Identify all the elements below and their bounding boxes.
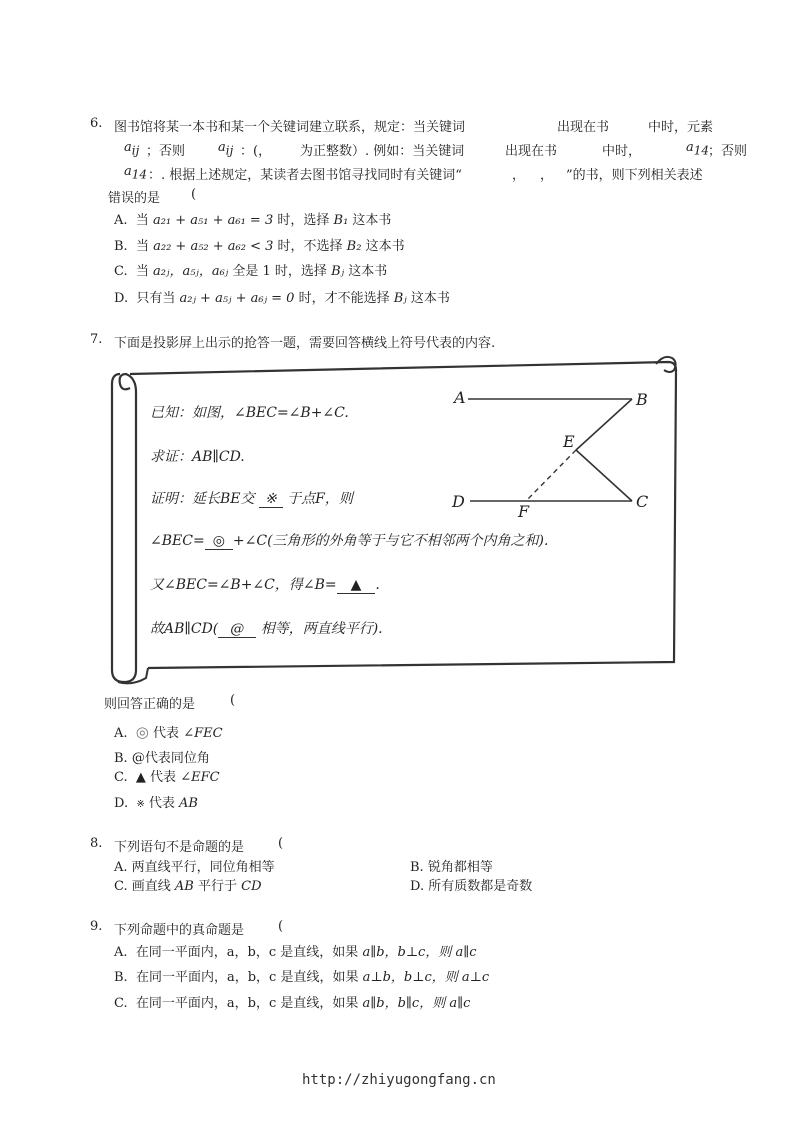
box-prove: 求证：AB∥CD.: [150, 449, 245, 465]
blank-symbol-triangle: ▲: [337, 577, 376, 594]
box-given: 已知：如图，∠BEC=∠B+∠C.: [150, 405, 349, 421]
q6-line3-b: ：. 根据上述规定，某读者去图书馆寻找同时有关键词“: [148, 168, 462, 183]
q9-number: 9.: [90, 919, 103, 934]
q7-ask: 则回答正确的是: [104, 697, 196, 712]
q7-option-c[interactable]: C. ▲ 代表 ∠EFC: [114, 770, 220, 785]
q7-paren: (: [230, 693, 236, 708]
point-a-label: A: [454, 388, 466, 407]
box-proof-line1: 证明：延长BE交 ※ 于点F，则: [150, 491, 353, 507]
box-proof-line3: 又∠BEC=∠B+∠C，得∠B= ▲ .: [150, 577, 380, 593]
q7-option-a[interactable]: A. ◎ 代表 ∠FEC: [114, 723, 223, 741]
q6-line2-h: $a_{14}$: [686, 140, 710, 158]
q6-line3-e: ”的书，则下列相关表述: [566, 168, 703, 183]
q6-line1: 图书馆将某一本书和某一个关键词建立联系，规定：当关键词: [114, 120, 466, 135]
q7-number: 7.: [90, 332, 103, 347]
q9-option-b[interactable]: B. 在同一平面内，a，b，c 是直线，如果 a⊥b，b⊥c，则 a⊥c: [114, 970, 490, 985]
point-c-label: C: [636, 492, 649, 511]
q6-line2-e: 为正整数）. 例如：当关键词: [300, 144, 465, 159]
line-ec: [576, 450, 632, 501]
q9-paren: (: [278, 919, 284, 934]
q6-line1b: 出现在书: [557, 120, 610, 135]
line-ef-dashed: [526, 450, 576, 501]
q8-stem: 下列语句不是命题的是: [114, 840, 245, 855]
q6-line2-d: ：(，: [240, 144, 272, 159]
projection-scroll: [108, 352, 680, 688]
q6-line2-c: $a_{ij}$: [218, 140, 234, 158]
q6-number: 6.: [90, 116, 103, 131]
q6-line2-g: 中时，: [602, 144, 642, 159]
q6-option-b[interactable]: B. 当 a₂₂ + a₅₂ + a₆₂ < 3 时，不选择 B₂ 这本书: [114, 239, 405, 254]
q8-paren: (: [278, 836, 284, 851]
q7-option-b[interactable]: B. @代表同位角: [114, 751, 210, 766]
q6-line1c: 中时，元素: [648, 120, 714, 135]
q6-option-c[interactable]: C. 当 a₂ⱼ，a₅ⱼ，a₆ⱼ 全是 1 时，选择 Bⱼ 这本书: [114, 264, 388, 279]
q6-line3-a: $a_{14}$: [124, 164, 148, 182]
q6-line4: 错误的是: [108, 191, 161, 206]
q8-number: 8.: [90, 836, 103, 851]
box-proof-line2: ∠BEC= ◎ +∠C(三角形的外角等于与它不相邻两个内角之和).: [150, 533, 549, 549]
q6-line3-c: ，: [512, 168, 526, 183]
q9-option-c[interactable]: C. 在同一平面内，a，b，c 是直线，如果 a∥b，b∥c，则 a∥c: [114, 996, 471, 1011]
q6-option-d[interactable]: D. 只有当 a₂ⱼ + a₅ⱼ + a₆ⱼ = 0 时，才不能选择 Bⱼ 这本书: [114, 291, 450, 306]
q6-paren: (: [191, 187, 197, 202]
blank-symbol-at: @: [218, 621, 256, 638]
q7-option-d[interactable]: D. ※ 代表 AB: [114, 796, 198, 811]
q6-line2-a: $a_{ij}$: [124, 140, 140, 158]
point-d-label: D: [452, 492, 465, 511]
q8-option-c[interactable]: C. 画直线 AB 平行于 CD: [114, 879, 262, 894]
q9-option-a[interactable]: A. 在同一平面内，a，b，c 是直线，如果 a∥b，b⊥c，则 a∥c: [114, 945, 477, 960]
point-b-label: B: [636, 390, 648, 409]
box-proof-line4: 故AB∥CD( @ 相等，两直线平行).: [150, 621, 383, 637]
q6-line2-b: ；否则: [146, 144, 186, 159]
point-f-label: F: [518, 502, 530, 521]
q6-line3-d: ，: [540, 168, 554, 183]
blank-symbol-kome: ※: [259, 491, 283, 508]
point-e-label: E: [563, 432, 575, 451]
q6-line2-f: 出现在书: [505, 144, 558, 159]
q6-line2-i: ；否则: [708, 144, 748, 159]
q8-option-a[interactable]: A. 两直线平行，同位角相等: [114, 860, 275, 875]
q6-option-a[interactable]: A. 当 a₂₁ + a₅₁ + a₆₁ = 3 时，选择 B₁ 这本书: [114, 213, 392, 228]
q8-option-d[interactable]: D. 所有质数都是奇数: [410, 879, 533, 894]
blank-symbol-circle: ◎: [205, 533, 233, 550]
line-be: [576, 399, 632, 450]
q7-stem: 下面是投影屏上出示的抢答一题，需要回答横线上符号代表的内容.: [114, 336, 496, 351]
q8-option-b[interactable]: B. 锐角都相等: [410, 860, 493, 875]
footer-url[interactable]: http://zhiyugongfang.cn: [302, 1072, 496, 1088]
q9-stem: 下列命题中的真命题是: [114, 923, 245, 938]
